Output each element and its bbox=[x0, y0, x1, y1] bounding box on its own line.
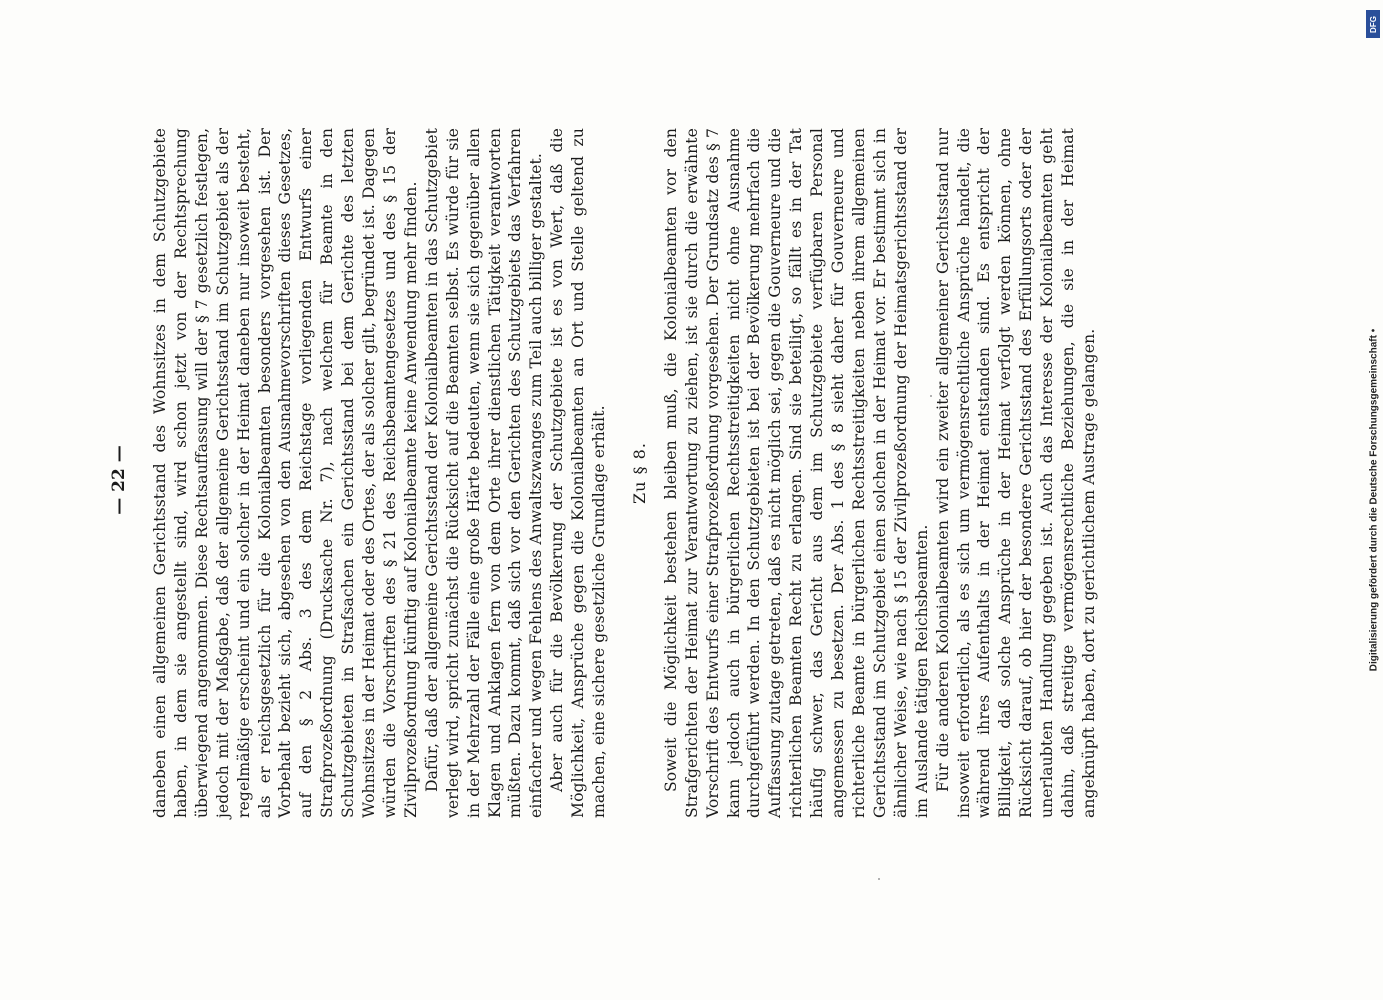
section1-paragraph-1: daneben einen allgemeinen Gerichtsstand des Wohnsitzes in dem Schutzgebiete haben, in dem sie angestellt sind, wird schon jetzt von der Rechtsprechung überwiegend angenommen. Diese Rechtsauffassung will der § 7 gesetzlich festlegen, jedoch mit der Maßgabe, daß der allgemeine Gerichtsstand im Schutzgebiet als der regelmäßige erscheint und ein solcher in der Heimat daneben nur insoweit besteht, als er reichsgesetzlich für die Kolonialbeamten besonders vorgesehen ist. Der Vorbehalt bezieht sich, abgesehen von den Ausnahmevorschriften dieses Gesetzes, auf den § 2 Abs. 3 des dem Reichstage vorliegenden Entwurfs einer Strafprozeßordnung (Drucksache Nr. 7), nach welchem für Beamte in den Schutzgebieten in Strafsachen ein Gerichtsstand bei dem Gerichte des letzten Wohnsitzes in der Heimat oder des Ortes, der als solcher gilt, begründet ist. Dagegen würden die Vorschriften des § 21 des Reichsbeamtengesetzes und des § 15 der Zivilprozeßordnung künftig auf Kolonialbeamte keine Anwendung mehr finden. bbox=[151, 128, 420, 818]
section2-paragraph-2: Für die anderen Kolonialbeamten wird ein zweiter allgemeiner Gerichtsstand nur insoweit erforderlich, als es sich um vermögensrechtliche Ansprüche handelt, die während ihres Aufenthalts in der Heimat entstanden sind. Es entspricht der Billigkeit, daß solche Ansprüche in der Heimat verfolgt werden können, ohne Rücksicht darauf, ob hier der besondere Gerichtsstand des Erfüllungsorts oder der unerlaubten Handlung gegeben ist. Auch das Interesse der Kolonialbeamten geht dahin, daß streitige vermögensrechtliche Beziehungen, die sie in der Heimat angeknüpft haben, dort zu gerichtlichem Austrage gelangen. bbox=[933, 128, 1098, 818]
digitization-note: Digitalisierung gefördert durch die Deutsche Forschungsgemeinschaft • bbox=[1368, 328, 1380, 672]
page-body bbox=[150, 128, 1240, 818]
scan-speck bbox=[878, 878, 880, 880]
dfg-logo-text: DFG bbox=[1368, 15, 1378, 33]
section1-paragraph-2: Dafür, daß der allgemeine Gerichtsstand der Kolonialbeamten in das Schutzgebiet verlegt wird, spricht zunächst die Rücksicht auf die Beamten selbst. Es würde für sie in der Mehrzahl der Fälle eine große Härte bedeuten, wenn sie sich gegenüber allen Klagen und Anklagen fern von dem Orte ihrer dienstlichen Tätigkeit verantworten müßten. Dazu kommt, daß sich vor den Gerichten des Schutzgebiets das Verfahren einfacher und wegen Fehlens des Anwaltszwanges zum Teil auch billiger gestaltet. bbox=[422, 128, 546, 818]
page-number: — 22 — bbox=[109, 445, 129, 515]
section2-paragraph-1: Soweit die Möglichkeit bestehen bleiben muß, die Kolonialbeamten vor den Strafgerichten der Heimat zur Verantwortung zu ziehen, ist sie durch die erwähnte Vorschrift des Entwurfs einer Strafprozeßordnung vorgesehen. Der Grundsatz des § 7 kann jedoch auch in bürgerlichen Rechtsstreitigkeiten nicht ohne Ausnahme durchgeführt werden. In den Schutzgebieten ist bei der Bevölkerung mehrfach die Auffassung zutage getreten, daß es nicht möglich sei, gegen die Gouverneure und die richterlichen Beamten Recht zu erlangen. Sind sie beteiligt, so fällt es in der Tat häufig schwer, das Gericht aus dem im Schutzgebiete verfügbaren Personal angemessen zu besetzen. Der Abs. 1 des § 8 sieht daher für Gouverneure und richterliche Beamte in bürgerlichen Rechtsstreitigkeiten neben ihrem allgemeinen Gerichtsstand im Schutzgebiet einen solchen in der Heimat vor. Er bestimmt sich in ähnlicher Weise, wie nach § 15 der Zivilprozeßordnung der Heimatsgerichtsstand der im Auslande tätigen Reichsbeamten. bbox=[661, 128, 931, 818]
section1-paragraph-3: Aber auch für die Bevölkerung der Schutzgebiete ist es von Wert, daß die Möglichkeit, Ansprüche gegen die Kolonialbeamten an Ort und Stelle geltend zu machen, eine sichere gesetzliche Grundlage erhält. bbox=[548, 128, 609, 818]
dfg-logo bbox=[1366, 10, 1380, 38]
section-heading: Zu § 8. bbox=[629, 442, 649, 504]
scan-speck bbox=[930, 395, 932, 397]
